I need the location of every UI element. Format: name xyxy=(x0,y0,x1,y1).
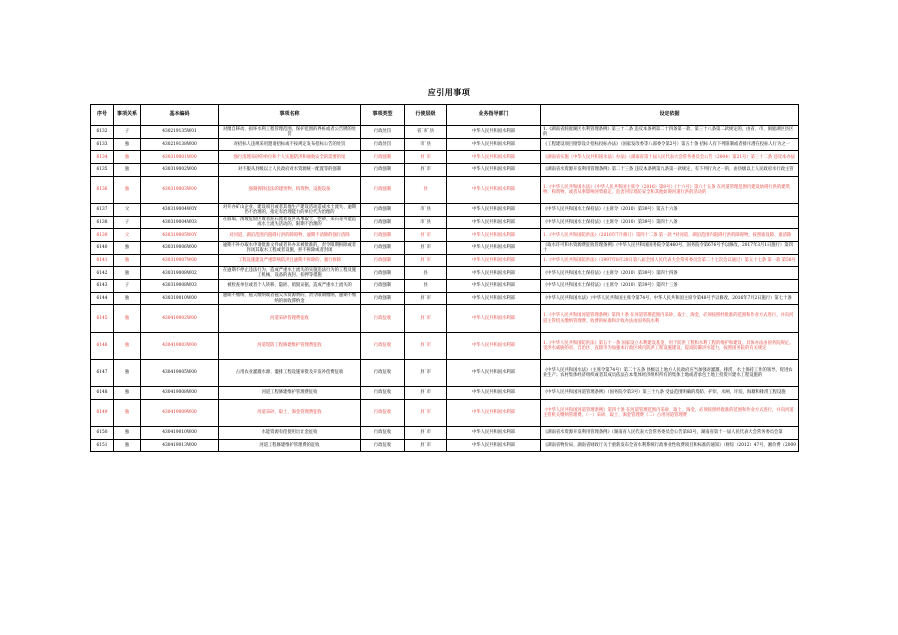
cell-relation: 独 xyxy=(114,242,141,255)
table-row xyxy=(91,254,799,267)
cell-name: 对河道、湖泊范围内阻碍行洪的障碍物，逾期不清除的强行清除 xyxy=(219,229,361,242)
cell-no: 6149 xyxy=(91,399,114,426)
cell-code: 430419010W00 xyxy=(141,426,219,439)
cell-name: 河道采砂、取土、淘金管理费征收 xyxy=(219,399,361,426)
cell-code: 430319008W03 xyxy=(141,280,219,293)
cell-level: 县`市 xyxy=(405,439,447,452)
cell-name: 河道采砂管理费征收 xyxy=(219,305,361,332)
table-row xyxy=(91,229,799,242)
cell-relation: 独 xyxy=(114,305,141,332)
cell-no: 6151 xyxy=(91,439,114,452)
cell-level: 市`县 xyxy=(405,138,447,151)
cell-type: 行政强制 xyxy=(361,203,405,216)
cell-type: 行政征收 xyxy=(361,387,405,400)
matters-table xyxy=(90,104,799,452)
cell-dept: 中华人民共和国水利部 xyxy=(447,216,541,229)
cell-type: 行政征收 xyxy=(361,359,405,386)
cell-name: 河道工程修建维护管理费的征收 xyxy=(219,439,361,452)
cell-basis: 《湖南省物价局、湖南省财政厅关于重新发布全省水利系统行政事业性收费项目和标准的通知》（财综（2012）47号、湘价费（2009 xyxy=(541,439,799,452)
cell-type: 行政强制 xyxy=(361,280,405,293)
cell-type: 行政征收 xyxy=(361,332,405,359)
header-no: 序号 xyxy=(91,105,114,126)
cell-relation: 子 xyxy=(114,126,141,139)
cell-name: 工程设施建设严重影响防洪且逾期不拆除的，强行拆除 xyxy=(219,254,361,267)
cell-code: 430319004W03 xyxy=(141,216,219,229)
cell-level: 县`市 xyxy=(405,387,447,400)
cell-basis: 1.《中华人民共和国防洪法》第五十一条 国家设立水利建设基金，用于防洪工程和水利工程的维护和建设。具体办法由国务院规定。受洪水威胁的省、自治区、直辖市为加强本行政区域内防洪工程设施建设，提高防御洪水能力，按照国务院的有关规定 xyxy=(541,332,799,359)
cell-code: 430419002W00 xyxy=(141,305,219,332)
cell-code: 430319006W00 xyxy=(141,242,219,255)
cell-code: 430319001W00 xyxy=(141,151,219,164)
cell-no: 6140 xyxy=(91,242,114,255)
cell-level: 县`市 xyxy=(405,332,447,359)
cell-level: 县 xyxy=(405,176,447,203)
cell-no: 6141 xyxy=(91,254,114,267)
cell-code: 430219135W01 xyxy=(141,126,219,139)
cell-basis: 1.《湖南省洞庭湖区水利管理条例》第三十二条 违反本条例第二十四条第一款、第三十八条第二款规定的，由省、市、洞庭湖区县区的 xyxy=(541,126,799,139)
cell-dept: 中华人民共和国水利部 xyxy=(447,439,541,452)
cell-type: 行政征收 xyxy=(361,399,405,426)
table-row xyxy=(91,359,799,386)
cell-level: 县`市 xyxy=(405,229,447,242)
cell-dept: 中华人民共和国水利部 xyxy=(447,332,541,359)
cell-dept: 中华人民共和国水利部 xyxy=(447,254,541,267)
cell-relation: 独 xyxy=(114,164,141,177)
table-row xyxy=(91,332,799,359)
cell-basis: 《中华人民共和国河道管理条例》第四十条 在河道管理范围内采砂、取土、淘金，必须按照经批准的范围和作业方式进行，并向河道主管机关缴纳管理费。（一）采砂、取土、淘金管理费（二）占用河道管理费 xyxy=(541,399,799,426)
cell-type: 行政处罚 xyxy=(361,126,405,139)
cell-relation: 父 xyxy=(114,203,141,216)
cell-type: 行政强制 xyxy=(361,292,405,305)
cell-name: 河道工程修建维护管理费征收 xyxy=(219,387,361,400)
cell-name: 逾期不补办取水申请批准文件或者补办未被批准的，责令限期拆除或者封闭其取水工程或者设施，拒不拆除或者封闭 xyxy=(219,242,361,255)
cell-no: 6144 xyxy=(91,292,114,305)
cell-no: 6135 xyxy=(91,164,114,177)
cell-level: 县`市 xyxy=(405,292,447,305)
cell-name: 强行清理采砂的单位和个人实施防洪和通航安全的需要的尾 xyxy=(219,151,361,164)
cell-dept: 中华人民共和国水利部 xyxy=(447,242,541,255)
cell-basis: 1.《中华人民共和国河道管理条例》第四十条 在河道管理范围内采砂、取土、淘金，必须按照经批准的范围和作业方式进行，并向河道主管机关缴纳管理费。收费的标准和计收办法由国务院水利 xyxy=(541,305,799,332)
cell-level: 县`市 xyxy=(405,164,447,177)
table-row xyxy=(91,151,799,164)
cell-name: 对擅自移动、损坏水利工程管理范围，保护范围的界桩或者公告牌的处罚 xyxy=(219,126,361,139)
cell-relation: 独 xyxy=(114,332,141,359)
cell-relation: 子 xyxy=(114,216,141,229)
cell-basis: 1.《中华人民共和国防洪法》（2016年7月修订）第四十二条 第一款 *对河道、湖泊范围内阻碍行洪的障碍物，按照谁设障、谁清除 xyxy=(541,229,799,242)
cell-relation: 独 xyxy=(114,176,141,203)
cell-basis: 《中华人民共和国水土保持法》（主席令（2010）第39号）第五十六条 xyxy=(541,203,799,216)
cell-basis: 《湖南省水资源开发利用管理条例》第二十三条 违反本条例第九条第一款规定，有下列行为之一的，由县级以上人民政府水行政主管 xyxy=(541,164,799,177)
cell-dept: 中华人民共和国水利部 xyxy=(447,387,541,400)
cell-relation: 独 xyxy=(114,439,141,452)
cell-type: 行政征收 xyxy=(361,305,405,332)
table-row xyxy=(91,292,799,305)
table-row xyxy=(91,426,799,439)
cell-dept: 中华人民共和国水利部 xyxy=(447,399,541,426)
cell-code: 430319007W00 xyxy=(141,254,219,267)
table-row xyxy=(91,439,799,452)
cell-code: 430319010W00 xyxy=(141,292,219,305)
table-row xyxy=(91,203,799,216)
cell-basis: 《湖南省水资源开发利用管理条例》（湖南省人民代表大会常务委员会公告第83号，湖南省第十一届人民代表大会常务委员会第 xyxy=(541,426,799,439)
cell-relation: 独 xyxy=(114,292,141,305)
cell-name: 被检查单位或者个人转移、隐匿、销毁证据，造成严重水土流失的 xyxy=(219,280,361,293)
cell-dept: 中华人民共和国水利部 xyxy=(447,280,541,293)
cell-code: 430319002W00 xyxy=(141,164,219,177)
cell-basis: 《湖南省实施〈中华人民共和国水法〉办法》（湖南省第十届人民代表大会常务委员会公告（2004）第21号）第三十二条 违反本办法 xyxy=(541,151,799,164)
cell-basis: 《中华人民共和国水法》（中华人民共和国主席令第74号，中华人民共和国主席令第48号予以修改，2016年7月2日施行）第七十条 xyxy=(541,292,799,305)
cell-name: 逾期不缴纳、拖欠缴纳或者拖欠水资源费的，责令限期缴纳，逾期不缴纳的加收滞纳金 xyxy=(219,292,361,305)
cell-no: 6143 xyxy=(91,280,114,293)
header-basis: 设定依据 xyxy=(541,105,799,126)
cell-name: 强制拆除违法的建筑物、构筑物、设施设备 xyxy=(219,176,361,203)
cell-code: 430319003W00 xyxy=(141,176,219,203)
cell-name: 在逾期不停止违法行为，造成严重水土流失的实施违法行为的工程及施工机械、设备的查封、扣押等措施 xyxy=(219,267,361,280)
cell-code: 430419013W00 xyxy=(141,439,219,452)
cell-type: 行政强制 xyxy=(361,176,405,203)
cell-basis: 1.《中华人民共和国水法》《中华人民共和国主席令（2016）第8号》《十六号》第六十五条 在河道管理范围内建设妨碍行洪的建筑物、构筑物，或者从事影响河势稳定、危害河岸堤防安全和其他妨碍河道行洪的活动的 xyxy=(541,176,799,203)
cell-type: 行政强制 xyxy=(361,151,405,164)
cell-type: 行政强制 xyxy=(361,229,405,242)
cell-no: 6133 xyxy=(91,138,114,151)
cell-code: 430419005W00 xyxy=(141,359,219,386)
cell-level: 市`县 xyxy=(405,203,447,216)
cell-dept: 中华人民共和国水利部 xyxy=(447,267,541,280)
cell-relation: 父 xyxy=(114,229,141,242)
cell-name: 占用农业灌溉水源、灌排工程设施审批及开发补偿费征收 xyxy=(219,359,361,386)
cell-dept: 中华人民共和国水利部 xyxy=(447,176,541,203)
cell-code: 430219138W00 xyxy=(141,138,219,151)
cell-relation: 独 xyxy=(114,267,141,280)
cell-relation: 独 xyxy=(114,387,141,400)
cell-basis: 《中华人民共和国河道管理条例》（国务院令第3号）第三十九条 受益范围明确的堤防、护岸、水闸、圩垸、海塘和排涝工程设施 xyxy=(541,387,799,400)
table-row xyxy=(91,164,799,177)
cell-relation: 子 xyxy=(114,280,141,293)
cell-dept: 中华人民共和国水利部 xyxy=(447,305,541,332)
cell-type: 行政处罚 xyxy=(361,138,405,151)
cell-level: 县`市 xyxy=(405,399,447,426)
cell-name: 对不服从县级以上人民政府对水资源统一配置等的强制 xyxy=(219,164,361,177)
cell-level: 县 xyxy=(405,267,447,280)
cell-no: 6142 xyxy=(91,267,114,280)
cell-basis: 《工程建设项目勘察设计招标投标办法》（国家发改委等八部委令第2号）第五十条 招标人有下列限制或者排斥潜在投标人行为之一 xyxy=(541,138,799,151)
cell-basis: 1.《中华人民共和国防洪法》（1997年8月29日第八届全国人民代表大会常务委员会第二十七次会议通过）第五十七条 第一款 第58号 xyxy=(541,254,799,267)
cell-name: 河道堤防工程修建维护管理费征收 xyxy=(219,332,361,359)
table-row xyxy=(91,216,799,229)
cell-level: 市`县 xyxy=(405,216,447,229)
cell-dept: 中华人民共和国水利部 xyxy=(447,229,541,242)
cell-basis: 《取水许可和水资源费征收管理条例》（中华人民共和国国务院令第460号，国务院令第676号予以修改，2017年3月1日施行）第四十 xyxy=(541,242,799,255)
table-row xyxy=(91,242,799,255)
cell-code: 430419008W00 xyxy=(141,387,219,400)
cell-type: 行政征收 xyxy=(361,439,405,452)
cell-dept: 中华人民共和国水利部 xyxy=(447,359,541,386)
cell-name: 水能资源有偿使用出让金征收 xyxy=(219,426,361,439)
table-row xyxy=(91,138,799,151)
cell-no: 6137 xyxy=(91,203,114,216)
cell-no: 6136 xyxy=(91,176,114,203)
header-level: 行使层级 xyxy=(405,105,447,126)
table-header-row xyxy=(91,105,799,126)
table-row xyxy=(91,387,799,400)
cell-level: 县`市 xyxy=(405,242,447,255)
cell-name: 对开办矿山企业、建设项目或者其他生产建设活动造成水土流失、逾期仍不治理的，指定有治理能力的单位代为治理的 xyxy=(219,203,361,216)
header-code: 基本编码 xyxy=(141,105,219,126)
cell-no: 6147 xyxy=(91,359,114,386)
cell-relation: 独 xyxy=(114,359,141,386)
cell-dept: 中华人民共和国水利部 xyxy=(447,164,541,177)
cell-type: 行政强制 xyxy=(361,267,405,280)
cell-no: 6138 xyxy=(91,216,114,229)
cell-level: 县`市 xyxy=(405,359,447,386)
cell-type: 行政强制 xyxy=(361,216,405,229)
cell-basis: 《中华人民共和国水土保持法》（主席令（2010）第39号）第四十八条 xyxy=(541,216,799,229)
cell-no: 6132 xyxy=(91,126,114,139)
cell-relation: 独 xyxy=(114,138,141,151)
table-row xyxy=(91,305,799,332)
cell-level: 县`市 xyxy=(405,426,447,439)
cell-no: 6134 xyxy=(91,151,114,164)
cell-no: 6139 xyxy=(91,229,114,242)
table-row xyxy=(91,399,799,426)
cell-relation: 独 xyxy=(114,399,141,426)
page-title: 应引用事项 xyxy=(427,87,471,97)
cell-no: 6145 xyxy=(91,305,114,332)
cell-basis: 《中华人民共和国水法》（主席令第74号）第二十五条 县级以上地方人民政府应当加强对灌溉、排涝、水土保持工作的领导，促进农业生产；农村集体经济组织或者其成员依法在本集体经济组织所有的集体土地或者承包土地上投资兴建水工程设施的 xyxy=(541,359,799,386)
cell-basis: 《中华人民共和国水土保持法》（主席令（2010）第39号）第四十四条 xyxy=(541,267,799,280)
header-relation: 事项关系 xyxy=(114,105,141,126)
header-type: 事项类型 xyxy=(361,105,405,126)
cell-no: 6146 xyxy=(91,332,114,359)
cell-type: 行政强制 xyxy=(361,164,405,177)
cell-relation: 独 xyxy=(114,426,141,439)
header-name: 事项名称 xyxy=(219,105,361,126)
cell-type: 行政征收 xyxy=(361,426,405,439)
cell-type: 行政强制 xyxy=(361,254,405,267)
cell-code: 430319004W0Y xyxy=(141,203,219,216)
cell-type: 行政强制 xyxy=(361,242,405,255)
table-row xyxy=(91,280,799,293)
cell-level: 县`市 xyxy=(405,151,447,164)
cell-no: 6148 xyxy=(91,387,114,400)
cell-basis: 《中华人民共和国水土保持法》（主席令（2010）第39号）第四十三条 xyxy=(541,280,799,293)
table-row xyxy=(91,126,799,139)
cell-relation: 独 xyxy=(114,254,141,267)
cell-code: 430319005W0Y xyxy=(141,229,219,242)
cell-code: 430319008W02 xyxy=(141,267,219,280)
cell-dept: 中华人民共和国水利部 xyxy=(447,426,541,439)
cell-code: 430419003W00 xyxy=(141,332,219,359)
cell-relation: 独 xyxy=(114,151,141,164)
cell-no: 6150 xyxy=(91,426,114,439)
cell-dept: 中华人民共和国水利部 xyxy=(447,151,541,164)
cell-name: 对招标人违规采用邀请招标或不按规定发布招标公告的处罚 xyxy=(219,138,361,151)
cell-level: 县`市 xyxy=(405,305,447,332)
cell-dept: 中华人民共和国水利部 xyxy=(447,138,541,151)
table-row xyxy=(91,176,799,203)
cell-dept: 中华人民共和国水利部 xyxy=(447,292,541,305)
cell-dept: 中华人民共和国水利部 xyxy=(447,126,541,139)
cell-dept: 中华人民共和国水利部 xyxy=(447,203,541,216)
cell-level: 县`市 xyxy=(405,254,447,267)
cell-name: 在崩塌、滑坡危险区或者泥石流易发区从事取土、挖砂、采石等可能造成水土流失活动的，限期不治理的 xyxy=(219,216,361,229)
cell-level: 县 xyxy=(405,280,447,293)
cell-code: 430419009W00 xyxy=(141,399,219,426)
cell-level: 省`市`县 xyxy=(405,126,447,139)
header-dept: 业务指导部门 xyxy=(447,105,541,126)
table-row xyxy=(91,267,799,280)
